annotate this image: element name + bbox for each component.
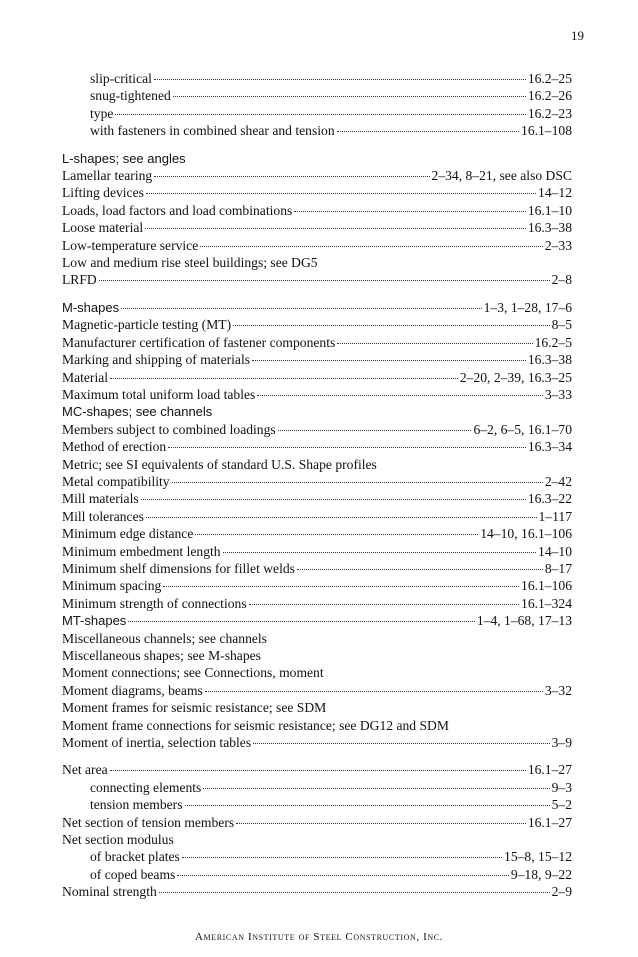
entry-pages: 1–4, 1–68, 17–13: [476, 613, 572, 629]
entry-pages: 8–17: [544, 560, 572, 576]
entry-term: type: [90, 105, 114, 121]
entry-pages: 15–8, 15–12: [504, 849, 572, 865]
entry-term: Moment diagrams, beams: [62, 682, 203, 698]
entry-pages: 2–8: [551, 272, 572, 288]
index-entry: [62, 814, 572, 831]
dot-leader: [253, 743, 549, 744]
entry-term: Moment of inertia, selection tables: [62, 735, 252, 751]
index-entry: [62, 334, 572, 351]
index-group: [62, 70, 572, 140]
entry-term: Lifting devices: [62, 185, 144, 201]
entry-pages: 6–2, 6–5, 16.1–70: [473, 421, 572, 437]
index-group: [62, 299, 572, 752]
index-entries: [62, 70, 572, 911]
index-entry: [62, 299, 572, 316]
dot-leader: [249, 604, 519, 605]
entry-pages: 9–3: [551, 779, 572, 795]
entry-term: Minimum strength of connections: [62, 595, 247, 611]
entry-term: Moment frame connections for seismic resistance; see DG12 and SDM: [62, 717, 449, 733]
index-entry: [62, 254, 572, 271]
index-entry: [62, 699, 572, 716]
entry-term: Minimum embedment length: [62, 543, 221, 559]
entry-pages: 16.2–5: [534, 334, 572, 350]
entry-term: MT-shapes: [62, 613, 127, 629]
index-entry: [62, 630, 572, 647]
index-entry: [62, 883, 572, 900]
index-subentry: [62, 87, 572, 104]
dot-leader: [177, 875, 509, 876]
entry-pages: 16.3–38: [527, 220, 572, 236]
entry-pages: 16.1–27: [527, 762, 572, 778]
index-entry: [62, 167, 572, 184]
index-entry: [62, 734, 572, 751]
entry-term: tension members: [90, 797, 183, 813]
entry-term: L-shapes; see angles: [62, 150, 186, 166]
entry-term: Minimum edge distance: [62, 526, 194, 542]
index-entry: [62, 577, 572, 594]
index-entry: [62, 351, 572, 368]
dot-leader: [236, 823, 526, 824]
dot-leader: [154, 176, 429, 177]
index-entry: [62, 717, 572, 734]
dot-leader: [200, 246, 543, 247]
index-entry: [62, 682, 572, 699]
index-entry: [62, 369, 572, 386]
dot-leader: [195, 534, 478, 535]
entry-term: Nominal strength: [62, 884, 157, 900]
index-entry: [62, 403, 572, 420]
dot-leader: [110, 770, 526, 771]
index-entry: [62, 647, 572, 664]
index-entry: [62, 664, 572, 681]
dot-leader: [146, 193, 536, 194]
index-subentry: [62, 105, 572, 122]
entry-term: LRFD: [62, 272, 97, 288]
index-entry: [62, 237, 572, 254]
entry-term: Members subject to combined loadings: [62, 421, 276, 437]
index-entry: [62, 456, 572, 473]
dot-leader: [128, 621, 475, 622]
entry-pages: 5–2: [551, 797, 572, 813]
entry-term: Moment connections; see Connections, moment: [62, 665, 324, 681]
entry-pages: 3–33: [544, 386, 572, 402]
entry-pages: 16.1–27: [527, 814, 572, 830]
dot-leader: [294, 211, 526, 212]
entry-term: M-shapes: [62, 299, 120, 315]
index-entry: [62, 508, 572, 525]
index-entry: [62, 386, 572, 403]
dot-leader: [115, 114, 525, 115]
dot-leader: [141, 499, 526, 500]
entry-term: Moment frames for seismic resistance; see SDM: [62, 700, 327, 716]
dot-leader: [297, 569, 543, 570]
dot-leader: [205, 691, 543, 692]
entry-term: Miscellaneous channels; see channels: [62, 630, 267, 646]
index-subentry: [62, 866, 572, 883]
entry-term: Material: [62, 369, 109, 385]
page-footer: American Institute of Steel Construction, Inc.: [194, 931, 443, 943]
entry-term: Net section of tension members: [62, 814, 235, 830]
entry-term: slip-critical: [90, 71, 152, 86]
dot-leader: [257, 395, 543, 396]
dot-leader: [121, 308, 482, 309]
dot-leader: [233, 325, 550, 326]
entry-pages: 2–33: [544, 237, 572, 253]
dot-leader: [278, 430, 472, 431]
entry-pages: 16.2–23: [527, 105, 572, 121]
entry-term: Mill materials: [62, 491, 139, 507]
entry-term: Low-temperature service: [62, 237, 199, 253]
dot-leader: [173, 96, 526, 97]
entry-pages: 16.1–108: [521, 123, 572, 139]
index-subentry: [62, 796, 572, 813]
dot-leader: [223, 552, 536, 553]
index-group: [62, 150, 572, 289]
dot-leader: [252, 360, 526, 361]
entry-pages: 16.2–26: [527, 88, 572, 104]
entry-pages: 1–3, 1–28, 17–6: [483, 299, 572, 315]
entry-pages: 16.1–324: [521, 595, 572, 611]
entry-pages: 16.3–22: [527, 491, 572, 507]
entry-pages: 9–18, 9–22: [510, 866, 572, 882]
dot-leader: [172, 482, 543, 483]
index-entry: [62, 438, 572, 455]
entry-term: Mill tolerances: [62, 508, 144, 524]
entry-term: connecting elements: [90, 779, 202, 795]
entry-pages: 16.3–34: [527, 439, 572, 455]
entry-term: MC-shapes; see channels: [62, 404, 213, 420]
index-entry: [62, 271, 572, 288]
entry-term: Magnetic-particle testing (MT): [62, 317, 232, 333]
entry-term: Loads, load factors and load combinations: [62, 202, 293, 218]
entry-term: Net section modulus: [62, 832, 174, 848]
dot-leader: [110, 378, 458, 379]
index-entry: [62, 219, 572, 236]
index-entry: [62, 184, 572, 201]
entry-pages: 16.2–25: [527, 71, 572, 86]
entry-term: Minimum shelf dimensions for fillet welds: [62, 560, 295, 576]
entry-pages: 16.1–10: [527, 202, 572, 218]
entry-term: snug-tightened: [90, 88, 171, 104]
entry-pages: 3–32: [544, 682, 572, 698]
index-entry: [62, 761, 572, 778]
entry-pages: 2–42: [544, 473, 572, 489]
index-entry: [62, 831, 572, 848]
entry-pages: 14–10, 16.1–106: [480, 526, 572, 542]
index-subentry: [62, 848, 572, 865]
entry-pages: 3–9: [551, 735, 572, 751]
entry-pages: 14–10: [538, 543, 572, 559]
entry-pages: 2–20, 2–39, 16.3–25: [459, 369, 572, 385]
dot-leader: [337, 131, 519, 132]
entry-pages: 2–34, 8–21, see also DSC: [431, 168, 572, 184]
entry-term: of bracket plates: [90, 849, 180, 865]
entry-term: Metal compatibility: [62, 473, 170, 489]
entry-pages: 8–5: [551, 317, 572, 333]
entry-term: Method of erection: [62, 439, 167, 455]
entry-term: Marking and shipping of materials: [62, 352, 251, 368]
entry-term: Low and medium rise steel buildings; see DG5: [62, 255, 318, 271]
entry-term: of coped beams: [90, 866, 176, 882]
dot-leader: [99, 280, 550, 281]
dot-leader: [163, 586, 519, 587]
index-entry: [62, 612, 572, 629]
page-number: 19: [571, 28, 584, 43]
index-entry: [62, 525, 572, 542]
entry-term: Lamellar tearing: [62, 168, 153, 184]
entry-pages: 14–12: [538, 185, 572, 201]
dot-leader: [182, 857, 502, 858]
index-entry: [62, 490, 572, 507]
entry-pages: 16.1–106: [521, 578, 572, 594]
dot-leader: [146, 517, 537, 518]
entry-pages: 16.3–38: [527, 352, 572, 368]
dot-leader: [185, 805, 550, 806]
entry-term: Manufacturer certification of fastener components: [62, 334, 336, 350]
entry-pages: 2–9: [551, 884, 572, 900]
index-entry: [62, 316, 572, 333]
dot-leader: [203, 788, 549, 789]
index-entry: [62, 595, 572, 612]
dot-leader: [154, 79, 526, 80]
index-entry: [62, 543, 572, 560]
index-entry: [62, 150, 572, 167]
entry-term: Metric; see SI equivalents of standard U.S. Shape profiles: [62, 456, 377, 472]
index-entry: [62, 202, 572, 219]
entry-term: Miscellaneous shapes; see M-shapes: [62, 648, 261, 663]
entry-term: Maximum total uniform load tables: [62, 386, 256, 402]
index-entry: [62, 473, 572, 490]
index-subentry: [62, 122, 572, 139]
entry-term: with fasteners in combined shear and tension: [90, 123, 335, 139]
entry-term: Net area: [62, 762, 108, 778]
dot-leader: [145, 228, 526, 229]
index-entry: [62, 421, 572, 438]
entry-term: Minimum spacing: [62, 578, 162, 594]
dot-leader: [337, 343, 532, 344]
entry-term: Loose material: [62, 220, 144, 236]
index-entry: [62, 560, 572, 577]
index-subentry: [62, 779, 572, 796]
dot-leader: [159, 892, 550, 893]
dot-leader: [168, 447, 526, 448]
entry-pages: 1–117: [538, 508, 572, 524]
index-subentry: [62, 70, 572, 87]
index-group: [62, 761, 572, 900]
